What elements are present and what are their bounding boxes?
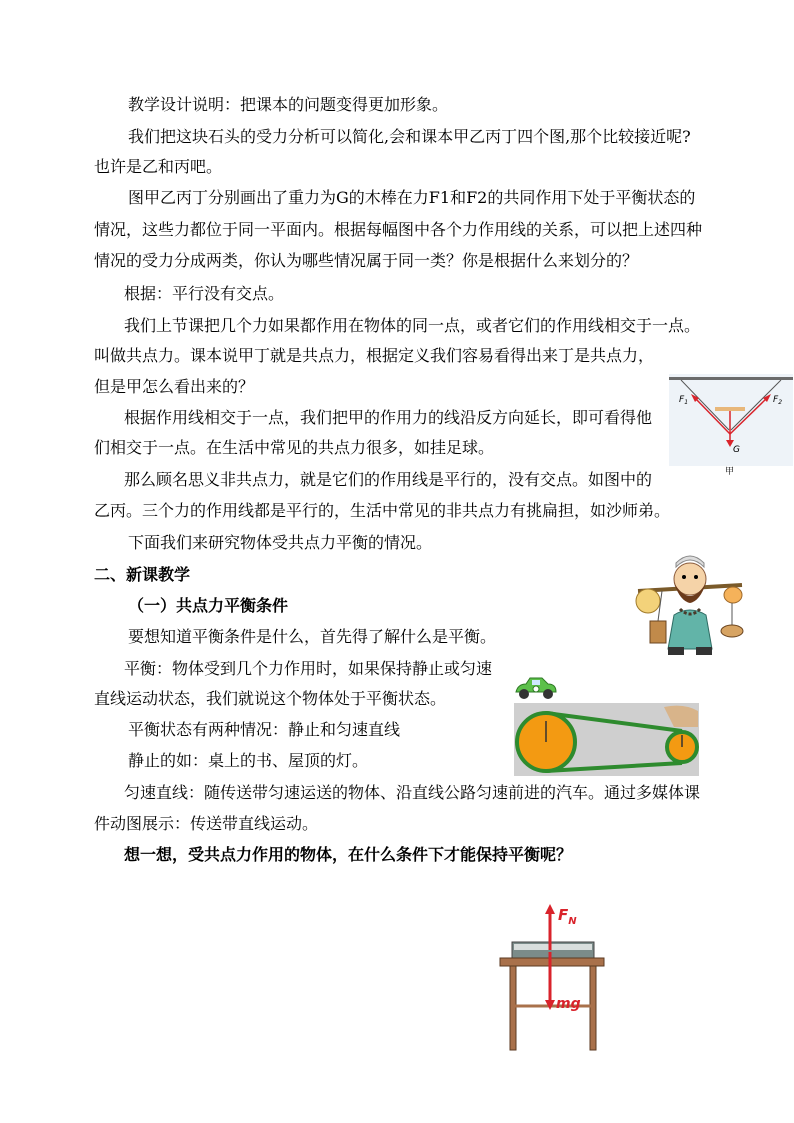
paragraph-line: 根据作用线相交于一点，我们把甲的作用力的线沿反方向延长，即可看得他	[124, 408, 653, 427]
f2-label: $F_2$	[773, 395, 783, 406]
paragraph-line: 情况，这些力都位于同一平面内。根据每幅图中各个力作用线的关系，可以把上述四种	[94, 220, 703, 239]
paragraph-line: 叫做共点力。课本说甲丁就是共点力，根据定义我们容易看得出来丁是共点力，	[94, 346, 655, 365]
figure-jia	[669, 374, 793, 478]
mg-label: mg	[556, 996, 581, 1012]
figure-caption: 甲	[725, 467, 735, 477]
paragraph-line: 们相交于一点。在生活中常见的共点力很多，如挂足球。	[94, 438, 495, 457]
paragraph-line: 要想知道平衡条件是什么，首先得了解什么是平衡。	[128, 627, 497, 646]
section-heading: 二、新课教学	[94, 565, 191, 584]
paragraph-line: 我们上节课把几个力如果都作用在物体的同一点，或者它们的作用线相交于一点。	[124, 316, 701, 335]
book-on-table-figure	[496, 902, 610, 1052]
car-image	[512, 674, 560, 702]
paragraph-line: 情况的受力分成两类，你认为哪些情况属于同一类？你是根据什么来划分的？	[94, 251, 639, 270]
paragraph-line: 那么顾名思义非共点力，就是它们的作用线是平行的，没有交点。如图中的	[124, 470, 653, 489]
paragraph-line: 静止的如：桌上的书、屋顶的灯。	[128, 751, 369, 770]
subsection-heading: （一）共点力平衡条件	[128, 596, 289, 615]
paragraph-line: 乙丙。三个力的作用线都是平行的，生活中常见的非共点力有挑扁担，如沙师弟。	[94, 501, 671, 520]
paragraph-line: 根据：平行没有交点。	[124, 284, 285, 303]
f1-label: $F_1$	[679, 395, 689, 406]
paragraph-line: 我们把这块石头的受力分析可以简化,会和课本甲乙丙丁四个图,那个比较接近呢?	[128, 127, 691, 146]
paragraph-line: 下面我们来研究物体受共点力平衡的情况。	[128, 533, 433, 552]
shoulder-pole-cartoon	[634, 545, 746, 661]
paragraph-line: 直线运动状态，我们就说这个物体处于平衡状态。	[94, 689, 447, 708]
fn-label: $F_N$	[558, 906, 577, 927]
g-label: G	[733, 445, 740, 455]
conveyor-belt-figure	[514, 703, 699, 776]
design-note: 教学设计说明：把课本的问题变得更加形象。	[128, 95, 449, 114]
paragraph-line: 也许是乙和丙吧。	[94, 157, 223, 176]
paragraph-line: 但是甲怎么看出来的？	[94, 377, 255, 396]
paragraph-line: 件动图展示：传送带直线运动。	[94, 814, 319, 833]
paragraph-line: 平衡：物体受到几个力作用时，如果保持静止或匀速	[124, 659, 493, 678]
paragraph-line: 图甲乙丙丁分别画出了重力为G的木棒在力F1和F2的共同作用下处于平衡状态的	[128, 188, 696, 207]
paragraph-line: 平衡状态有两种情况：静止和匀速直线	[128, 720, 401, 739]
think-question: 想一想，受共点力作用的物体，在什么条件下才能保持平衡呢？	[124, 845, 573, 864]
paragraph-line: 匀速直线：随传送带匀速运送的物体、沿直线公路匀速前进的汽车。通过多媒体课	[124, 783, 701, 802]
